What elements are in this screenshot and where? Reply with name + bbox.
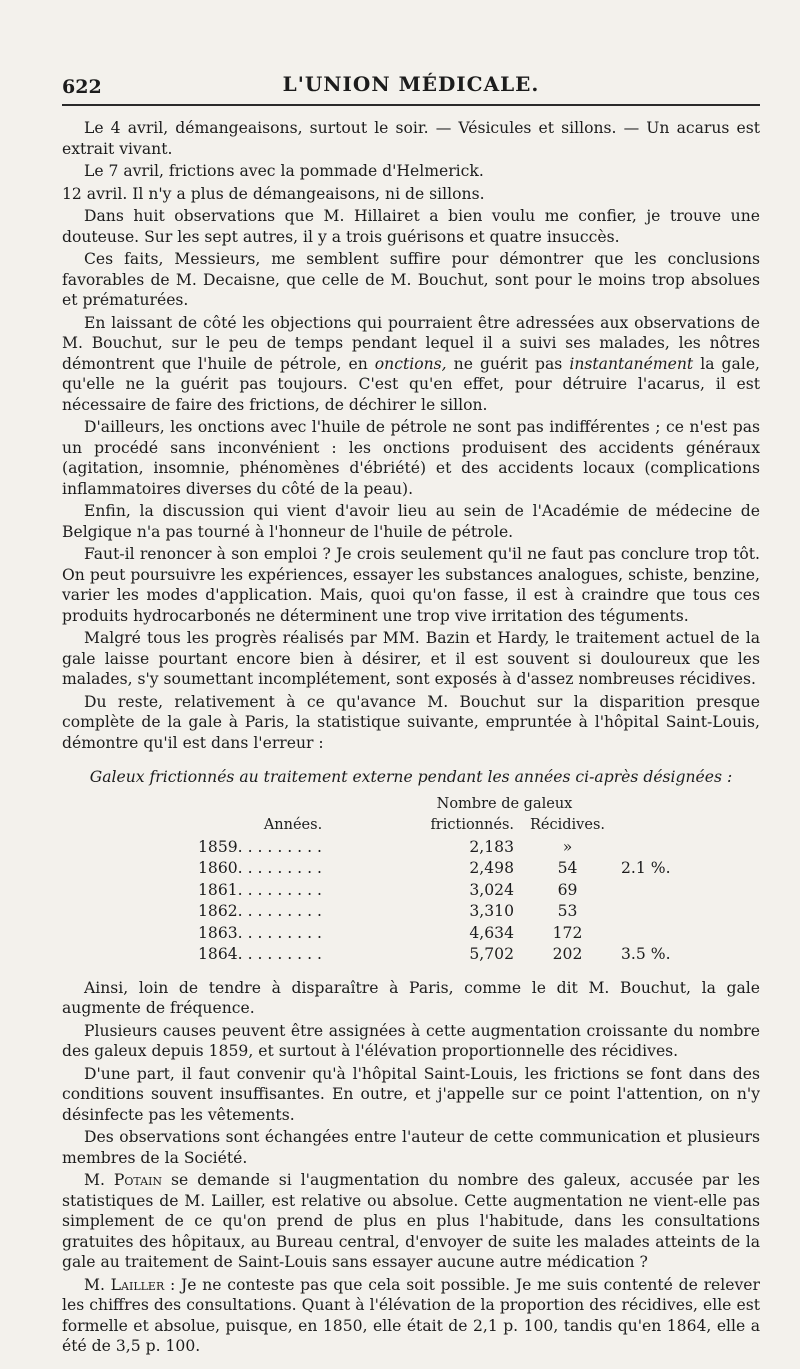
text-run: se demande si l'augmentation du nombre des galeux, accusée par les statistiques de M. Lailler, est relative ou absolue. Cette augmentation ne vient-elle pas simplement de ce qu'on prend de plus en plus l'habitude, dans les consultations gratuites des hôpitaux, au Bureau central, d'envoyer de suite les malades atteints de la gale au traitement de Saint-Louis sans essayer aucune autre médication ? <box>62 1171 760 1271</box>
count-cell: 4,634 <box>469 923 514 942</box>
table-title: Galeux frictionnés au traitement externe pendant les années ci-après désignées : <box>89 768 733 786</box>
paragraph: Ainsi, loin de tendre à disparaître à Paris, comme le dit M. Bouchut, la gale augmente de fréquence. <box>62 978 760 1017</box>
paragraph: Le 7 avril, frictions avec la pommade d'Helmerick. <box>84 162 484 180</box>
article-body <box>62 118 760 1357</box>
year-cell: 1863. . . . . . . . . <box>198 923 322 942</box>
recidives-cell: 69 <box>557 880 578 899</box>
paragraph: Le 4 avril, démangeaisons, surtout le soir. — Vésicules et sillons. — Un acarus est extrait vivant. <box>62 119 760 158</box>
count-cell: 3,024 <box>469 880 514 899</box>
paragraph: Plusieurs causes peuvent être assignées à cette augmentation croissante du nombre des galeux depuis 1859, et surtout à l'élévation proportionnelle des récidives. <box>62 1021 760 1060</box>
column-header-frictions: frictionnés. <box>430 817 514 833</box>
column-group-header: Nombre de galeux <box>436 795 573 812</box>
speaker-name: M. Lailler <box>84 1275 165 1294</box>
page-header <box>62 68 760 106</box>
percent-cell <box>613 837 709 859</box>
paragraph-onctions <box>62 313 760 416</box>
text-run: : Je ne conteste pas que cela soit possible. Je me suis contenté de relever les chiffres des consultations. Quant à l'élévation de la proportion des récidives, elle est formelle et absolue, puisque, en 1850, elle était de 2,1 p. 100, tandis qu'en 1864, elle a été de 3,5 p. 100. <box>62 1275 760 1355</box>
paragraph: Des observations sont échangées entre l'auteur de cette communication et plusieurs membres de la Société. <box>62 1128 760 1167</box>
year-cell: 1859. . . . . . . . . <box>198 837 322 856</box>
column-header-years: Années. <box>263 817 323 833</box>
percent-cell <box>613 880 709 902</box>
year-cell: 1862. . . . . . . . . <box>198 902 322 920</box>
paragraph: Malgré tous les progrès réalisés par MM. Bazin et Hardy, le traitement actuel de la gale laisse pourtant encore bien à désirer, et il est souvent si douloureux que les malades, s'y soumettant incomplétement, sont exposés à d'assez nombreuses récidives. <box>62 629 760 688</box>
paragraph-lailler <box>62 1275 760 1357</box>
recidives-cell: 172 <box>552 923 583 942</box>
count-cell: 2,183 <box>469 837 514 856</box>
paragraph: Enfin, la discussion qui vient d'avoir lieu au sein de l'Académie de médecine de Belgique n'a pas tourné à l'honneur de l'huile de pétrole. <box>62 502 760 541</box>
paragraph: D'ailleurs, les onctions avec l'huile de pétrole ne sont pas indifférentes ; ce n'est pas un procédé sans inconvénient : les onctions produisent des accidents généraux (agitation, insomnie, phénomènes d'ébriété) et des accidents locaux (complications inflammatoires diverses du côté de la peau). <box>62 418 760 498</box>
table-row <box>190 837 709 859</box>
year-cell: 1864. . . . . . . . . <box>198 945 322 963</box>
percent-cell <box>613 923 709 945</box>
table-header-row <box>190 815 709 837</box>
count-cell: 3,310 <box>469 902 514 920</box>
year-cell: 1861. . . . . . . . . <box>198 880 322 899</box>
table-row <box>190 923 709 945</box>
paragraph: Ces faits, Messieurs, me semblent suffire pour démontrer que les conclusions favorables de M. Decaisne, que celle de M. Bouchut, sont pour le moins trop absolues et prématurées. <box>62 250 760 309</box>
recidives-cell: 202 <box>552 945 583 963</box>
table-row <box>190 880 709 902</box>
paragraph: Dans huit observations que M. Hillairet a bien voulu me confier, je trouve une douteuse. Sur les sept autres, il y a trois guérisons et quatre insuccès. <box>62 207 760 246</box>
text-run: la gale, qu'elle ne la guérit pas toujours. C'est qu'en effet, pour détruire l'acarus, il est nécessaire de faire des frictions, de déchirer le sillon. <box>62 354 760 414</box>
percent-cell: 3.5 %. <box>621 945 671 963</box>
percent-cell: 2.1 %. <box>621 859 671 877</box>
paragraph-potain <box>62 1170 760 1273</box>
italic-run: instantanément <box>569 354 694 373</box>
paragraph: Faut-il renoncer à son emploi ? Je crois seulement qu'il ne faut pas conclure trop tôt. On peut poursuivre les expériences, essayer les substances analogues, schiste, benzine, varier les modes d'application. Mais, quoi qu'on fasse, il est à craindre que tous ces produits hydrocarbonés ne déterminent une trop vive irritation des téguments. <box>62 545 760 625</box>
percent-cell <box>613 901 709 923</box>
paragraph: D'une part, il faut convenir qu'à l'hôpital Saint-Louis, les frictions se font dans des conditions souvent insuffisantes. En outre, et j'appelle sur ce point l'attention, on n'y désinfecte pas les vêtements. <box>62 1064 760 1124</box>
italic-run: onctions, <box>374 354 447 373</box>
count-cell: 2,498 <box>469 859 514 877</box>
recidives-cell: 54 <box>557 859 578 877</box>
table-row <box>190 944 709 966</box>
table-row <box>190 901 709 923</box>
recidives-cell: » <box>562 837 573 856</box>
text-run: En laissant de côté les objections qui pourraient être adressées aux observations de M. Bouchut, sur le peu de temps pendant lequel il a suivi ses malades, les nôtres démontrent que l'huile de pétrole, en <box>62 313 760 373</box>
speaker-name: M. Potain <box>84 1171 163 1189</box>
paragraph: Du reste, relativement à ce qu'avance M. Bouchut sur la disparition presque complète de la gale à Paris, la statistique suivante, empruntée à l'hôpital Saint-Louis, démontre qu'il est dans l'erreur : <box>62 692 760 752</box>
table-header-row <box>190 794 709 816</box>
journal-title: L'UNION MÉDICALE. <box>282 72 540 96</box>
recidives-cell: 53 <box>557 902 578 920</box>
statistics-table <box>190 794 709 966</box>
count-cell: 5,702 <box>469 945 514 963</box>
year-cell: 1860. . . . . . . . . <box>198 859 322 877</box>
table-row <box>190 858 709 880</box>
page-number: 622 <box>62 76 102 98</box>
paragraph: 12 avril. Il n'y a plus de démangeaisons, ni de sillons. <box>62 184 485 203</box>
text-run: ne guérit pas <box>446 354 570 373</box>
column-header-recidives: Récidives. <box>530 817 605 833</box>
